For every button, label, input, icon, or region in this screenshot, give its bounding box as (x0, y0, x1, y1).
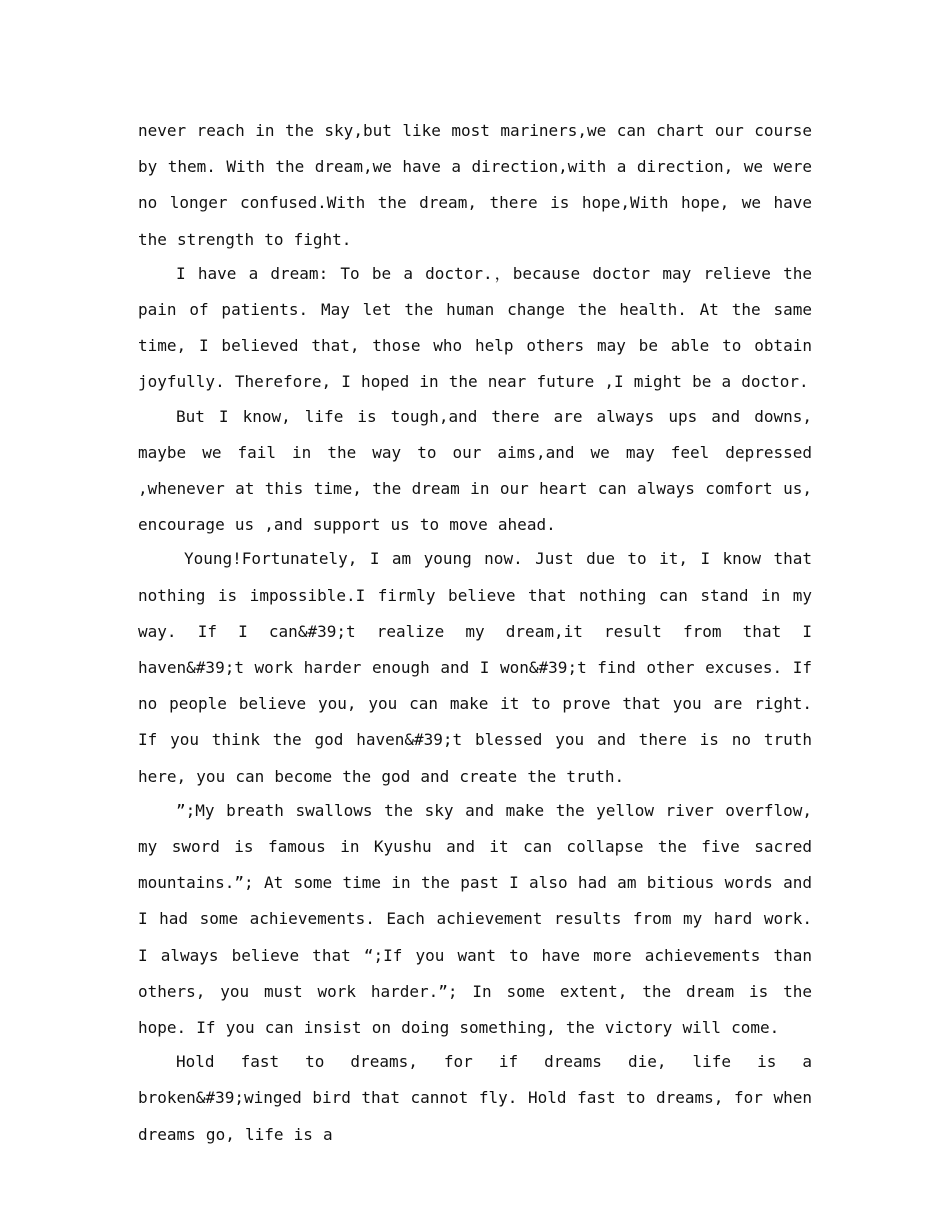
paragraph-4: Young!Fortunately, I am young now. Just due to it, I know that nothing is impossible.I firmly believe that nothing can stand in my way. If I can&#39;t realize my dream,it result from that I haven&#39;t work harder enough and I won&#39;t find other excuses. If no people believe you, you can make it to prove that you are right. If you think the god haven&#39;t blessed you and there is no truth here, you can become the god and create the truth. (138, 549, 812, 786)
paragraph-2: I have a dream: To be a doctor.，because doctor may relieve the pain of patients. May let the human change the health. At the same time, I believed that, those who help others may be able to obtain joyfully. Therefore, I hoped in the near future ,I might be a doctor. (138, 263, 812, 392)
paragraph-3: But I know, life is tough,and there are always ups and downs, maybe we fail in the way to our aims,and we may feel depressed ,whenever at this time, the dream in our heart can always comfort us, encourage us ,and support us to move ahead. (138, 406, 812, 535)
paragraph-5: ”;My breath swallows the sky and make the yellow river overflow, my sword is famous in Kyushu and it can collapse the five sacred mountains.”; At some time in the past I also had am bitious words and I had some achievements. Each achievement results from my hard work. I always believe that “;If you want to have more achievements than others, you must work harder.”; In some extent, the dream is the hope. If you can insist on doing something, the victory will come. (138, 800, 812, 1038)
paragraph-6: Hold fast to dreams, for if dreams die, life is a broken&#39;winged bird that cannot fly. Hold fast to dreams, for when dreams go, life is a (138, 1052, 812, 1144)
paragraph-1: never reach in the sky,but like most mariners,we can chart our course by them. With the dream,we have a direction,with a direction, we were no longer confused.With the dream, there is hope,With hope, we have the strength to fight. (138, 121, 812, 249)
document-body (138, 113, 812, 1153)
